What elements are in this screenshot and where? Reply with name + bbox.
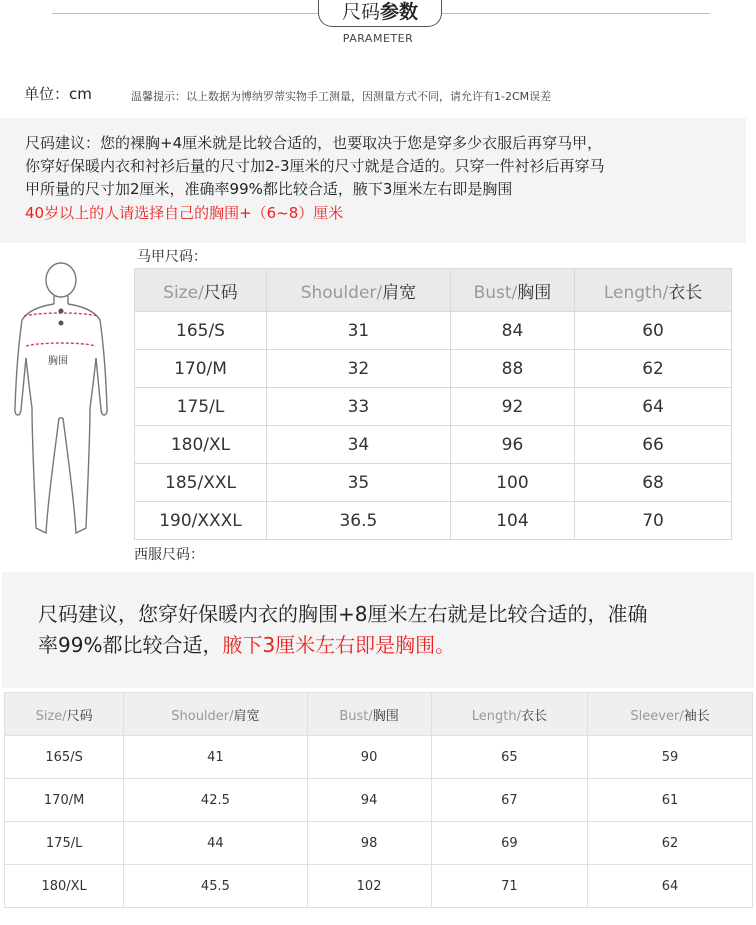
vest-header-en: Shoulder/ — [300, 282, 383, 303]
suit-header-en: Shoulder/ — [171, 708, 234, 724]
vest-header-cn: 衣长 — [668, 282, 703, 303]
suit-table-cell: 102 — [307, 865, 431, 908]
suit-table-cell: 59 — [588, 736, 753, 779]
suit-table-row — [5, 865, 753, 908]
chest-label: 胸围 — [48, 356, 68, 367]
advice-line-3: 甲所量的尺寸加2厘米，准确率99%都比较合适，腋下3厘米左右即是胸围 — [25, 180, 513, 198]
vest-table-cell: 36.5 — [266, 502, 450, 540]
suit-table-cell: 94 — [307, 779, 431, 822]
vest-header-cell — [575, 269, 732, 312]
suit-table-row — [5, 779, 753, 822]
vest-table-cell: 64 — [575, 388, 732, 426]
vest-table-cell: 100 — [450, 464, 574, 502]
suit-table-cell: 98 — [307, 822, 431, 865]
vest-header-en: Length/ — [603, 282, 669, 303]
vest-advice-box — [0, 118, 746, 243]
suit-header-cell — [124, 693, 307, 736]
suit-size-label: 西服尺码： — [134, 547, 204, 563]
vest-header-en: Bust/ — [473, 282, 518, 303]
suit-table-cell: 69 — [431, 822, 588, 865]
page-subtitle: PARAMETER — [342, 32, 414, 45]
vest-table-cell: 84 — [450, 312, 574, 350]
page-title — [318, 0, 442, 27]
suit-header-cn: 胸围 — [372, 708, 399, 724]
suit-table-cell: 64 — [588, 865, 753, 908]
suit-table-cell: 61 — [588, 779, 753, 822]
vest-table-cell: 60 — [575, 312, 732, 350]
vest-table-cell: 68 — [575, 464, 732, 502]
suit-table-cell: 62 — [588, 822, 753, 865]
vest-table-cell: 92 — [450, 388, 574, 426]
suit-table-header-row — [5, 693, 753, 736]
suit-header-cell — [5, 693, 124, 736]
suit-table-cell: 65 — [431, 736, 588, 779]
header-line-left — [52, 13, 318, 14]
suit-advice-line-2-black: 率99%都比较合适， — [38, 633, 223, 657]
title-bold: 参数 — [380, 1, 419, 23]
suit-header-cn: 尺码 — [66, 708, 93, 724]
vest-header-cell — [266, 269, 450, 312]
title-plain: 尺码 — [341, 1, 380, 23]
vest-header-cn: 胸围 — [517, 282, 552, 303]
vest-table-cell: 32 — [266, 350, 450, 388]
suit-table-row — [5, 736, 753, 779]
suit-table-cell: 175/L — [5, 822, 124, 865]
vest-table-cell: 185/XXL — [135, 464, 267, 502]
suit-table-cell: 42.5 — [124, 779, 307, 822]
suit-header-en: Size/ — [35, 708, 67, 724]
vest-table-cell: 35 — [266, 464, 450, 502]
suit-table-cell: 165/S — [5, 736, 124, 779]
vest-table-cell: 88 — [450, 350, 574, 388]
vest-table-cell: 96 — [450, 426, 574, 464]
suit-header-en: Length/ — [471, 708, 521, 724]
suit-header-cn: 衣长 — [520, 708, 547, 724]
suit-header-cell — [431, 693, 588, 736]
suit-table-cell: 90 — [307, 736, 431, 779]
vest-header-cn: 肩宽 — [382, 282, 417, 303]
advice-line-4-red: 40岁以上的人请选择自己的胸围+（6~8）厘米 — [25, 204, 344, 222]
suit-table-row — [5, 822, 753, 865]
vest-size-label: 马甲尺码： — [137, 249, 207, 265]
vest-table-row — [135, 464, 732, 502]
vest-table-cell: 33 — [266, 388, 450, 426]
body-figure-illustration — [6, 258, 116, 543]
vest-table-cell: 62 — [575, 350, 732, 388]
vest-table-cell: 190/XXXL — [135, 502, 267, 540]
vest-size-table — [134, 268, 732, 540]
vest-table-cell: 70 — [575, 502, 732, 540]
suit-table-cell: 44 — [124, 822, 307, 865]
suit-table-cell: 45.5 — [124, 865, 307, 908]
advice-line-2: 你穿好保暖内衣和衬衫后量的尺寸加2-3厘米的尺寸就是合适的。只穿一件衬衫后再穿马 — [25, 157, 605, 175]
vest-table-row — [135, 350, 732, 388]
suit-header-en: Bust/ — [339, 708, 373, 724]
vest-table-cell: 175/L — [135, 388, 267, 426]
vest-header-cn: 尺码 — [203, 282, 238, 303]
suit-header-cn: 袖长 — [683, 708, 710, 724]
vest-table-row — [135, 312, 732, 350]
suit-advice-line-2-red: 腋下3厘米左右即是胸围。 — [222, 633, 456, 657]
suit-advice-line-2 — [38, 630, 455, 661]
vest-header-cell — [135, 269, 267, 312]
vest-table-row — [135, 388, 732, 426]
vest-table-row — [135, 502, 732, 540]
unit-note: 温馨提示：以上数据为博纳罗蒂实物手工测量，因测量方式不同，请允许有1-2CM误差 — [131, 90, 552, 103]
vest-table-row — [135, 426, 732, 464]
suit-header-cell — [588, 693, 753, 736]
suit-size-table — [4, 692, 753, 908]
vest-table-cell: 34 — [266, 426, 450, 464]
suit-table-cell: 170/M — [5, 779, 124, 822]
suit-table-cell: 41 — [124, 736, 307, 779]
vest-table-cell: 165/S — [135, 312, 267, 350]
suit-advice-box — [2, 572, 754, 688]
vest-table-cell: 180/XL — [135, 426, 267, 464]
suit-table-cell: 71 — [431, 865, 588, 908]
unit-label: 单位：cm — [24, 85, 92, 103]
suit-table-cell: 180/XL — [5, 865, 124, 908]
suit-header-en: Sleever/ — [630, 708, 684, 724]
vest-header-cell — [450, 269, 574, 312]
suit-header-cell — [307, 693, 431, 736]
vest-table-cell: 66 — [575, 426, 732, 464]
suit-advice-line-1: 尺码建议，您穿好保暖内衣的胸围+8厘米左右就是比较合适的，准确 — [38, 602, 648, 626]
vest-header-en: Size/ — [163, 282, 204, 303]
suit-table-cell: 67 — [431, 779, 588, 822]
vest-table-header-row — [135, 269, 732, 312]
vest-table-cell: 31 — [266, 312, 450, 350]
vest-table-cell: 170/M — [135, 350, 267, 388]
advice-line-1: 尺码建议：您的裸胸+4厘米就是比较合适的，也要取决于您是穿多少衣服后再穿马甲， — [25, 134, 603, 152]
suit-header-cn: 肩宽 — [233, 708, 260, 724]
vest-table-cell: 104 — [450, 502, 574, 540]
header-line-right — [440, 13, 710, 14]
